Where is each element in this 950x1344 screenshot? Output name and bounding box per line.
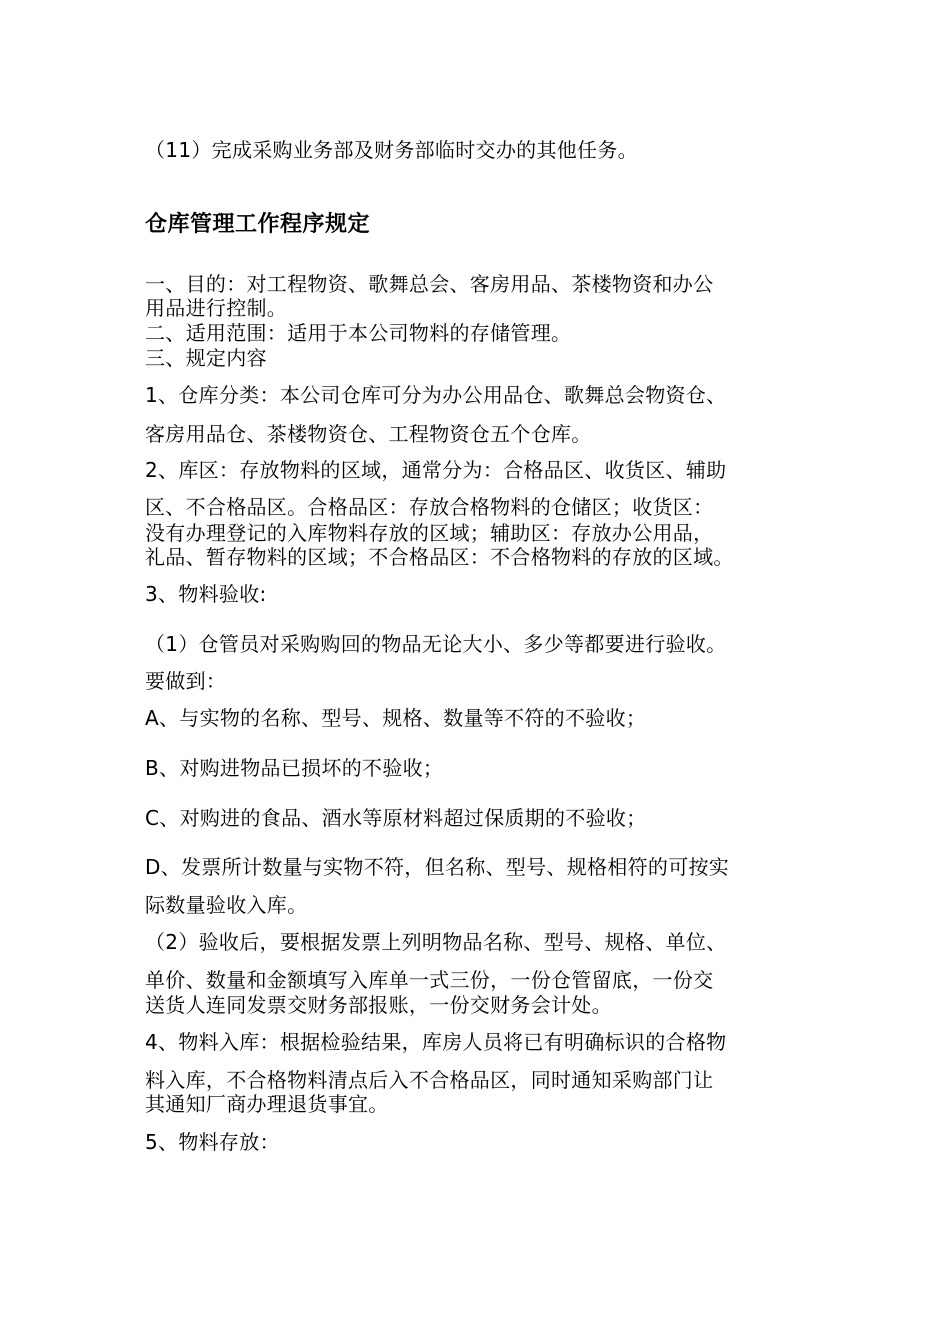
text-line: 单价、数量和金额填写入库单一式三份，一份仓管留底，一份交 [145,968,714,992]
section-title: 仓库管理工作程序规定 [145,212,371,237]
text-line: 料入库，不合格物料清点后入不合格品区，同时通知采购部门让 [145,1068,714,1092]
text-line: 1、仓库分类：本公司仓库可分为办公用品仓、歌舞总会物资仓、 [145,383,727,407]
text-line: 4、物料入库：根据检验结果，库房人员将已有明确标识的合格物 [145,1030,727,1054]
text-line: C、对购进的食品、酒水等原材料超过保质期的不验收； [145,806,647,830]
text-line: 三、规定内容 [145,346,267,370]
text-line: 2、库区：存放物料的区域，通常分为：合格品区、收货区、辅助 [145,458,727,482]
text-line: 5、物料存放： [145,1130,280,1154]
text-line: 二、适用范围：适用于本公司物料的存储管理。 [145,321,572,345]
text-line: D、发票所计数量与实物不符，但名称、型号、规格相符的可按实 [145,855,730,879]
text-line: 送货人连同发票交财务部报账，一份交财务会计处。 [145,993,612,1017]
text-line: 礼品、暂存物料的区域；不合格品区：不合格物料的存放的区域。 [145,545,734,569]
text-line: 际数量验收入库。 [145,893,308,917]
text-line: （1）仓管员对采购购回的物品无论大小、多少等都要进行验收。 [145,632,727,656]
text-line: （11）完成采购业务部及财务部临时交办的其他任务。 [145,138,638,162]
text-line: 没有办理登记的入库物料存放的区域；辅助区：存放办公用品， [145,521,714,545]
text-line: 要做到： [145,669,227,693]
text-line: A、与实物的名称、型号、规格、数量等不符的不验收； [145,706,647,730]
text-line: （2）验收后，要根据发票上列明物品名称、型号、规格、单位、 [145,930,727,954]
text-line: 其通知厂商办理退货事宜。 [145,1092,389,1116]
text-line: 客房用品仓、茶楼物资仓、工程物资仓五个仓库。 [145,422,592,446]
text-line: 用品进行控制。 [145,296,288,320]
text-line: B、对购进物品已损坏的不验收； [145,756,444,780]
text-line: 3、物料验收: [145,582,267,606]
text-line: 区、不合格品区。合格品区：存放合格物料的仓储区；收货区： [145,495,714,519]
text-line: 一、目的：对工程物资、歌舞总会、客房用品、茶楼物资和办公 [145,272,714,296]
